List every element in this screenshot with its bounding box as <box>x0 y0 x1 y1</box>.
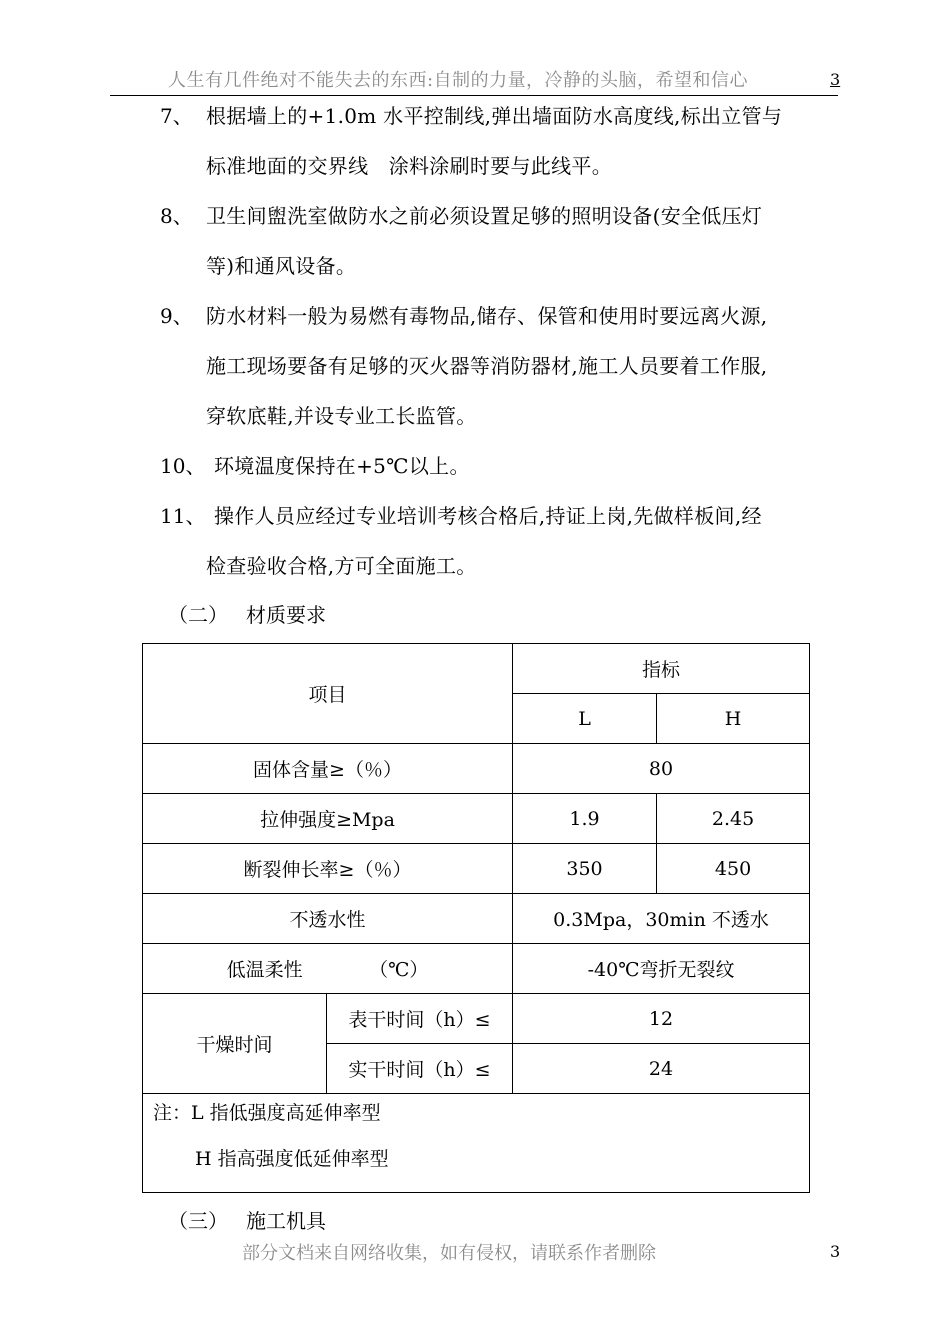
tensile-L-value: 1.9 <box>513 794 657 844</box>
drying-time-label: 干燥时间 <box>143 994 327 1094</box>
table-note-cell <box>143 1094 810 1193</box>
tensile-H-value: 2.45 <box>657 794 810 844</box>
item-9-number: 9、 <box>160 304 193 328</box>
table-row <box>143 744 810 794</box>
page-footer-text: 部分文档来自网络收集，如有侵权，请联系作者删除 <box>242 1243 656 1264</box>
low-temp-label: 低温柔性 （℃） <box>143 944 513 994</box>
header-item-cell: 项目 <box>143 644 513 744</box>
note-line-1: 注：L 指低强度高延伸率型 <box>153 1102 381 1124</box>
note-line-2: H 指高强度低延伸率型 <box>195 1148 389 1170</box>
header-L-cell: L <box>513 694 657 744</box>
section-2-label: （二） <box>168 603 228 627</box>
item-11-number: 11、 <box>160 504 206 528</box>
hard-dry-value: 24 <box>513 1044 810 1094</box>
material-spec-table <box>142 643 810 1193</box>
surface-dry-label: 表干时间（h）≤ <box>327 994 513 1044</box>
item-9-line-2: 施工现场要备有足够的灭火器等消防器材,施工人员要着工作服, <box>206 354 768 378</box>
impermeability-value: 0.3Mpa，30min 不透水 <box>513 894 810 944</box>
low-temp-value: -40℃弯折无裂纹 <box>513 944 810 994</box>
item-8-line-2: 等)和通风设备。 <box>206 254 357 278</box>
item-7-line-2: 标准地面的交界线 涂料涂刷时要与此线平。 <box>206 154 612 178</box>
section-3-label: （三） <box>168 1209 228 1233</box>
item-8-line-1: 卫生间盥洗室做防水之前必须设置足够的照明设备(安全低压灯 <box>206 204 763 228</box>
header-divider <box>110 95 838 96</box>
footer-page-number: 3 <box>830 1242 841 1261</box>
item-11-line-2: 检查验收合格,方可全面施工。 <box>206 554 477 578</box>
item-7-line-1: 根据墙上的+1.0m 水平控制线,弹出墙面防水高度线,标出立管与 <box>206 104 783 128</box>
hard-dry-label: 实干时间（h）≤ <box>327 1044 513 1094</box>
table-row <box>143 894 810 944</box>
tensile-label: 拉伸强度≥Mpa <box>143 794 513 844</box>
elongation-label: 断裂伸长率≥（％） <box>143 844 513 894</box>
table-note-row <box>143 1094 810 1193</box>
solid-content-label: 固体含量≥（％） <box>143 744 513 794</box>
item-10-line-1: 环境温度保持在+5℃以上。 <box>214 454 470 478</box>
table-header-row <box>143 644 810 694</box>
item-9-line-1: 防水材料一般为易燃有毒物品,储存、保管和使用时要远离火源, <box>206 304 768 328</box>
item-10-number: 10、 <box>160 454 206 478</box>
table-row <box>143 794 810 844</box>
surface-dry-value: 12 <box>513 994 810 1044</box>
page-header-text: 人生有几件绝对不能失去的东西:自制的力量，冷静的头脑，希望和信心 <box>168 70 749 91</box>
item-7-number: 7、 <box>160 104 193 128</box>
item-9-line-3: 穿软底鞋,并设专业工长监管。 <box>206 404 477 428</box>
table-row <box>143 944 810 994</box>
elongation-L-value: 350 <box>513 844 657 894</box>
item-11-line-1: 操作人员应经过专业培训考核合格后,持证上岗,先做样板间,经 <box>214 504 762 528</box>
header-index-cell: 指标 <box>513 644 810 694</box>
table-row <box>143 844 810 894</box>
section-3-title: 施工机具 <box>246 1209 326 1233</box>
elongation-H-value: 450 <box>657 844 810 894</box>
header-page-number: 3 <box>830 70 841 89</box>
section-2-title: 材质要求 <box>246 603 326 627</box>
impermeability-label: 不透水性 <box>143 894 513 944</box>
table-row <box>143 994 810 1044</box>
solid-content-value: 80 <box>513 744 810 794</box>
item-8-number: 8、 <box>160 204 193 228</box>
header-H-cell: H <box>657 694 810 744</box>
